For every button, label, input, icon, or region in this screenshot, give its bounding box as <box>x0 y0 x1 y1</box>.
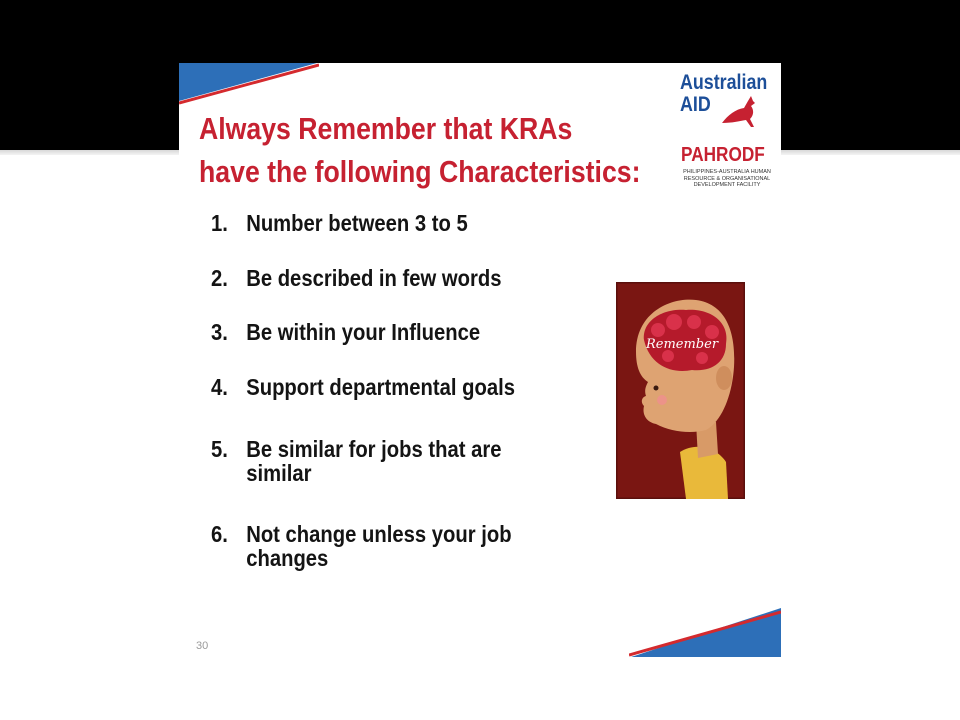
item-number: 5. <box>211 436 228 462</box>
item-text-line-2: similar <box>246 460 312 486</box>
top-left-corner-decoration <box>179 63 319 108</box>
item-number: 6. <box>211 521 228 547</box>
page-number: 30 <box>196 640 209 652</box>
item-text: Support departmental goals <box>246 374 515 400</box>
slide-title <box>199 107 640 193</box>
item-number: 3. <box>211 319 228 345</box>
item-text-line-2: changes <box>246 545 329 571</box>
list-item <box>211 266 502 290</box>
item-number: 4. <box>211 374 228 400</box>
list-item <box>211 437 502 485</box>
title-line-1: Always Remember that KRAs <box>199 111 573 146</box>
list-item <box>211 211 468 235</box>
remember-head-illustration <box>616 282 745 499</box>
remember-word: Remember <box>645 337 719 352</box>
item-text-line-1: Not change unless your job <box>246 521 512 547</box>
item-text <box>246 522 511 570</box>
australian-aid-line-2: AID <box>680 93 711 116</box>
item-text: Be within your Influence <box>246 319 481 345</box>
item-text: Number between 3 to 5 <box>246 210 468 236</box>
list-item <box>211 522 512 570</box>
australian-aid-logo <box>678 69 778 139</box>
title-line-2: have the following Characteristics: <box>199 154 641 189</box>
list-item <box>211 320 480 344</box>
australian-aid-line-1: Australian <box>680 71 768 94</box>
list-item <box>211 375 515 399</box>
pahrodf-subtitle: PHILIPPINES-AUSTRALIA HUMAN RESOURCE & ORGANISATIONAL DEVELOPMENT FACILITY <box>683 169 771 188</box>
pahrodf-logo: PAHRODF <box>681 144 765 166</box>
item-text-line-1: Be similar for jobs that are <box>246 436 502 462</box>
slide <box>179 63 781 657</box>
bottom-right-corner-decoration <box>629 608 781 657</box>
item-text: Be described in few words <box>246 265 502 291</box>
item-number: 1. <box>211 210 228 236</box>
item-number: 2. <box>211 265 228 291</box>
kangaroo-icon <box>718 93 760 129</box>
item-text <box>246 437 501 485</box>
